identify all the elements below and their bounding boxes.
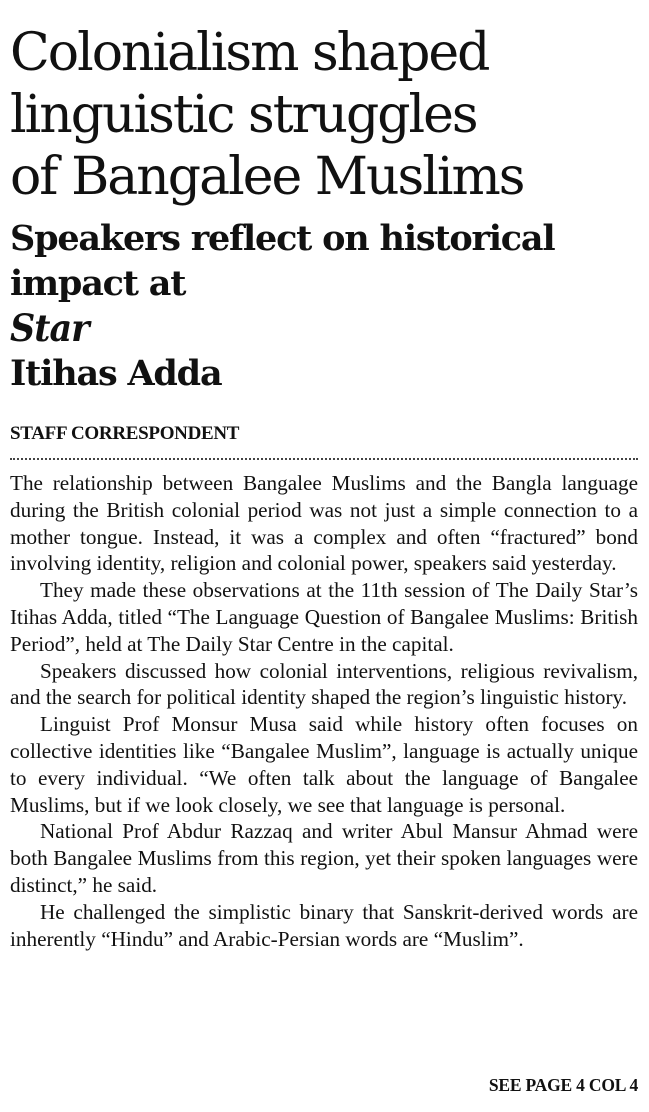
- article-body: [10, 470, 638, 952]
- headline: [10, 22, 638, 208]
- subheadline-suffix: Itihas Adda: [10, 353, 222, 394]
- subheadline-line: [10, 261, 638, 396]
- headline-line: of Bangalee Muslims: [10, 147, 524, 207]
- article-paragraph: Linguist Prof Monsur Musa said while history often focuses on collective identities like “Bangalee Muslim”, language is actually unique to every individual. “We often talk about the language of Bangalee Muslims, but if we look closely, we see that language is personal.: [10, 712, 638, 817]
- subheadline-line: Speakers reflect on historical: [10, 218, 555, 259]
- headline-line: Colonialism shaped: [10, 23, 489, 83]
- headline-line: linguistic struggles: [10, 85, 477, 145]
- news-article: [10, 0, 638, 952]
- article-paragraph: They made these observations at the 11th session of The Daily Star’s Itihas Adda, titled “The Language Question of Bangalee Muslims: British Period”, held at The Daily Star Centre in the capital.: [10, 578, 638, 656]
- byline: STAFF CORRESPONDENT: [10, 423, 240, 444]
- article-paragraph: He challenged the simplistic binary that Sanskrit-derived words are inherently “Hindu” and Arabic-Persian words are “Muslim”.: [10, 899, 638, 951]
- article-paragraph: Speakers discussed how colonial interventions, religious revivalism, and the search for political identity shaped the region’s linguistic history.: [10, 658, 638, 710]
- article-paragraph: National Prof Abdur Razzaq and writer Abul Mansur Ahmad were both Bangalee Muslims from this region, yet their spoken languages were distinct,” he said.: [10, 819, 638, 897]
- article-paragraph: The relationship between Bangalee Muslims and the Bangla language during the British colonial period was not just a simple connection to a mother tongue. Instead, it was a complex and often “fractured” bond involving identity, religion and colonial power, speakers said yesterday.: [10, 471, 638, 576]
- subheadline: [10, 216, 638, 396]
- subheadline-prefix: impact at: [10, 263, 186, 304]
- dotted-divider: [10, 458, 638, 460]
- star-logo: Star: [10, 306, 89, 351]
- continued-on-page-jump: SEE PAGE 4 COL 4: [488, 1075, 638, 1095]
